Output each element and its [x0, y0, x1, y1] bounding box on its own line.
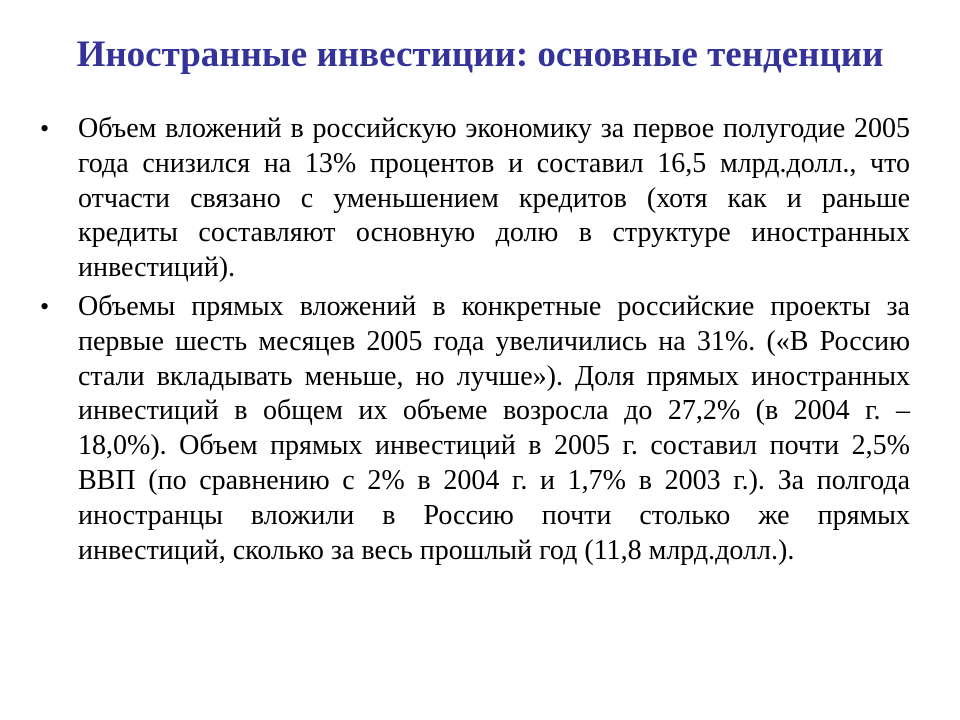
bullet-item	[38, 112, 910, 286]
bullet-dot-icon: •	[40, 291, 50, 321]
bullet-text: Объемы прямых вложений в конкретные российские проекты за первые шесть месяцев 2005 года увеличились на 31%. («В Россию стали вкладывать меньше, но лучше»). Доля прямых иностранных инвестиций в общем их объеме возросла до 27,2% (в 2004 г. – 18,0%). Объем прямых инвестиций в 2005 г. составил почти 2,5% ВВП (по сравнению с 2% в 2004 г. и 1,7% в 2003 г.). За полгода иностранцы вложили в Россию почти столько же прямых инвестиций, сколько за весь прошлый год (11,8 млрд.долл.).	[78, 290, 910, 566]
bullet-text: Объем вложений в российскую экономику за первое полугодие 2005 года снизился на 13% процентов и составил 16,5 млрд.долл., что отчасти связано с уменьшением кредитов (хотя как и раньше кредиты составляют основную долю в структуре иностранных инвестиций).	[78, 113, 910, 284]
slide-title: Иностранные инвестиции: основные тенденции	[76, 34, 884, 75]
bullet-list	[38, 112, 910, 572]
bullet-item	[38, 290, 910, 568]
bullet-dot-icon: •	[40, 114, 50, 143]
